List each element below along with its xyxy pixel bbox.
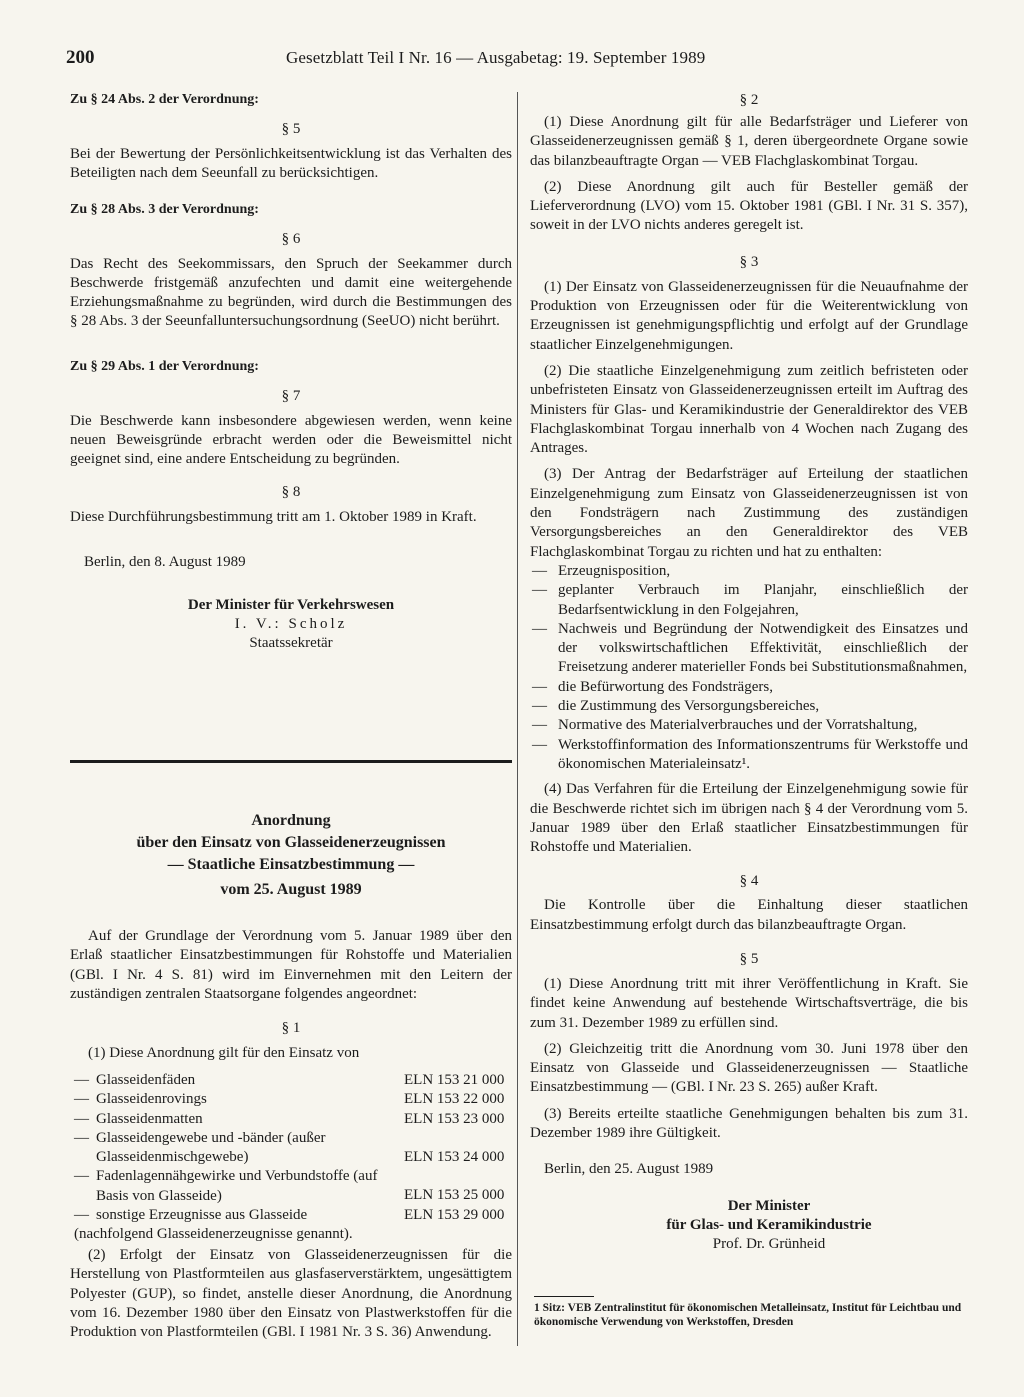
place-date: Berlin, den 8. August 1989 xyxy=(84,553,246,570)
eln-note-text: (nachfolgend Glasseidenerzeugnisse genannt). xyxy=(74,1226,353,1243)
eln-item-name: Glasseidenrovings xyxy=(96,1091,207,1108)
eln-code: ELN 153 29 000 xyxy=(404,1207,505,1224)
list-item: — Nachweis und Begründung der Notwendigkeit des Einsatzes und der volkswirtschaftlichen Effektivität, einschließlich der Freisetzung anderer materieller Fonds bei Substitutionsmaßnahmen, xyxy=(532,620,968,676)
eln-code: ELN 153 25 000 xyxy=(404,1187,505,1204)
page-number: 200 xyxy=(66,47,95,68)
eln-row: — Glasseidengewebe und -bänder (außer Glasseidenmischgewebe) ELN 153 24 000 xyxy=(74,1129,514,1168)
paragraph: Die Beschwerde kann insbesondere abgewiesen werden, wenn keine neuen Beweisgründe erbracht werden oder die Beweismittel nicht geeignet sind, eine andere Entscheidung zu begründen. xyxy=(70,412,512,468)
signature-name: I. V.: Scholz xyxy=(234,616,348,633)
document-subtitle-2: — Staatliche Einsatzbestimmung — xyxy=(167,856,415,873)
left-column-end xyxy=(70,1246,512,1342)
signature-name: Prof. Dr. Grünheid xyxy=(712,1235,826,1252)
section-heading: § 6 xyxy=(281,230,301,247)
column-divider xyxy=(517,92,518,1346)
list-item: — Erzeugnisposition, xyxy=(532,562,671,579)
left-column-lower xyxy=(70,810,512,1063)
left-column-upper xyxy=(70,92,512,653)
section-heading: § 8 xyxy=(281,483,301,500)
document-date: vom 25. August 1989 xyxy=(220,881,362,898)
signature-title-2: für Glas- und Keramikindustrie xyxy=(666,1216,872,1233)
eln-row: — Glasseidenrovings ELN 153 22 000 xyxy=(74,1090,514,1109)
paragraph: (4) Das Verfahren für die Erteilung der Einzelgenehmigung sowie für die Beschwerde richtet sich im übrigen nach § 4 der Verordnung vom 5. Januar 1989 über den Erlaß staatlicher Einsatzbestimmungen für Rohstoffe und Materialien. xyxy=(530,781,968,856)
page-header xyxy=(66,47,956,75)
place-date: Berlin, den 25. August 1989 xyxy=(544,1161,714,1178)
paragraph: (3) Der Antrag der Bedarfsträger auf Erteilung der staatlichen Einzelgenehmigung zum Einsatz von Glasseidenerzeugnissen ist von den Fondsträgern nach Zustimmung des zuständigen Versorgungsbereiches an den Generaldirektor des VEB Flachglaskombinat Torgau zu richten und hat zu enthalten: xyxy=(530,466,968,560)
document-title: Anordnung xyxy=(251,812,331,829)
eln-row: — Glasseidenmatten ELN 153 23 000 xyxy=(74,1110,514,1129)
paragraph: (2) Die staatliche Einzelgenehmigung zum zeitlich befristeten oder unbefristeten Einsatz von Glasseidenerzeugnissen erteilt im Auftrag des Ministers für Glas- und Keramikindustrie der Generaldirektor des VEB Flachglaskombinat Torgau innerhalb von 4 Wochen nach Zugang des Antrages. xyxy=(530,362,968,457)
eln-code: ELN 153 24 000 xyxy=(404,1148,505,1165)
signature-title: Der Minister xyxy=(727,1197,811,1214)
footnote-rule xyxy=(534,1296,594,1297)
paragraph: (2) Erfolgt der Einsatz von Glasseidenerzeugnissen für die Herstellung von Plastformteilen aus glasfaserverstärktem, ungesättigtem Polyester (GUP), so findet, anstelle dieser Anordnung, die Anordnung vom 16. Dezember 1980 über den Einsatz von Plastwerkstoffen für die Produktion von Plastformteilen (GBl. I 1981 Nr. 3 S. 36) Anwendung. xyxy=(70,1247,512,1341)
paragraph: (2) Gleichzeitig tritt die Anordnung vom 30. Juni 1978 über den Einsatz von Glasseide und Glasseidenerzeugnissen — Staatliche Einsatzbestimmung — (GBl. I Nr. 23 S. 265) außer Kraft. xyxy=(530,1040,968,1096)
section-heading: § 3 xyxy=(739,253,759,270)
footnote: 1 Sitz: VEB Zentralinstitut für ökonomischen Metalleinsatz, Institut für Leichtbau und ökonomische Verwendung von Werkstoffen, Dresden xyxy=(534,1302,962,1328)
section-heading: § 2 xyxy=(739,92,759,108)
paragraph: (1) Diese Anordnung gilt für alle Bedarfsträger und Lieferer von Glasseidenerzeugnissen gemäß § 1, deren übergeordnete Organe sowie das bilanzbeauftragte Organ — VEB Flachglaskombinat Torgau. xyxy=(530,114,968,169)
eln-row: — Glasseidenfäden ELN 153 21 000 xyxy=(74,1071,514,1090)
paragraph: (1) Diese Anordnung tritt mit ihrer Veröffentlichung in Kraft. Sie findet keine Anwendung auf bestehende Wirtschaftsverträge, die bis zum 31. Dezember 1989 zu erfüllen sind. xyxy=(530,975,968,1031)
eln-row: — sonstige Erzeugnisse aus Glasseide ELN 153 29 000 xyxy=(74,1206,514,1225)
paragraph: (1) Der Einsatz von Glasseidenerzeugnissen für die Neuaufnahme der Produktion von Erzeugnissen oder für die Weiterentwicklung von Erzeugnissen ist genehmigungspflichtig und erfolgt auf der Grundlage staatlicher Einzelgenehmigungen. xyxy=(530,278,968,353)
list-item: — Werkstoffinformation des Informationszentrums für Werkstoffe und ökonomischen Materialeinsatz¹. xyxy=(532,736,968,772)
paragraph: Die Kontrolle über die Einhaltung dieser staatlichen Einsatzbestimmung erfolgt durch das bilanzbeauftragte Organ. xyxy=(530,897,968,933)
signature-title: Der Minister für Verkehrswesen xyxy=(187,597,395,614)
list-item: — die Zustimmung des Versorgungsbereiches, xyxy=(532,698,820,715)
eln-item-name: sonstige Erzeugnisse aus Glasseide xyxy=(96,1207,308,1224)
list-item: — Normative des Materialverbrauches und der Vorratshaltung, xyxy=(532,717,918,734)
paragraph: (1) Diese Anordnung gilt für den Einsatz von xyxy=(88,1045,360,1062)
eln-code: ELN 153 23 000 xyxy=(404,1110,505,1127)
eln-code: ELN 153 22 000 xyxy=(404,1091,505,1108)
eln-item-name: Glasseidenfäden xyxy=(96,1072,196,1088)
paragraph: (3) Bereits erteilte staatliche Genehmigungen behalten bis zum 31. Dezember 1989 ihre Gültigkeit. xyxy=(530,1105,968,1142)
reference-heading: Zu § 24 Abs. 2 der Verordnung: xyxy=(70,92,259,107)
reference-heading: Zu § 29 Abs. 1 der Verordnung: xyxy=(70,358,259,374)
signature-role: Staatssekretär xyxy=(249,635,333,652)
right-column xyxy=(530,92,968,1254)
paragraph: Bei der Bewertung der Persönlichkeitsentwicklung ist das Verhalten des Beteiligten nach dem Seeunfall zu berücksichtigen. xyxy=(70,146,512,182)
section-rule xyxy=(70,760,512,763)
eln-item-name: Glasseidenmatten xyxy=(96,1110,203,1127)
eln-item-name: Fadenlagennähgewirke und Verbundstoffe (auf Basis von Glasseide) xyxy=(96,1168,378,1204)
list-item: — die Befürwortung des Fondsträgers, xyxy=(532,678,773,695)
eln-note xyxy=(74,1225,514,1244)
section-heading: § 1 xyxy=(281,1020,301,1037)
eln-code: ELN 153 21 000 xyxy=(404,1072,505,1088)
paragraph: Diese Durchführungsbestimmung tritt am 1. Oktober 1989 in Kraft. xyxy=(70,508,477,525)
gazette-title: Gesetzblatt Teil I Nr. 16 — Ausgabetag: 19. September 1989 xyxy=(286,48,706,67)
list-item: — geplanter Verbrauch im Planjahr, einschließlich der Bedarfsentwicklung in den Folgejahren, xyxy=(532,582,968,618)
section-heading: § 7 xyxy=(281,387,301,404)
eln-item-name: Glasseidengewebe und -bänder (außer Glasseidenmischgewebe) xyxy=(96,1129,326,1166)
intro-paragraph: Auf der Grundlage der Verordnung vom 5. Januar 1989 über den Erlaß staatlicher Einsatzbestimmungen für Rohstoffe und Materialien (GBl. I Nr. 4 S. 81) wird im Einvernehmen mit den Leitern der zuständigen zentralen Staatsorgane folgendes angeordnet: xyxy=(70,928,512,1002)
eln-table xyxy=(74,1071,514,1245)
reference-heading: Zu § 28 Abs. 3 der Verordnung: xyxy=(70,201,259,217)
eln-row: — Fadenlagennähgewirke und Verbundstoffe (auf Basis von Glasseide) ELN 153 25 000 xyxy=(74,1167,514,1206)
section-heading: § 4 xyxy=(739,873,759,890)
paragraph: (2) Diese Anordnung gilt auch für Besteller gemäß der Lieferverordnung (LVO) vom 15. Oktober 1981 (GBl. I Nr. 31 S. 357), soweit in der LVO nichts anderes geregelt ist. xyxy=(530,178,968,234)
section-heading: § 5 xyxy=(739,950,759,967)
document-subtitle: über den Einsatz von Glasseidenerzeugnissen xyxy=(136,834,446,851)
section-heading: § 5 xyxy=(281,121,301,137)
paragraph: Das Recht des Seekommissars, den Spruch der Seekammer durch Beschwerde fristgemäß anzufechten und damit eine weitergehende Erziehungsmaßnahme zu begründen, wird durch die Bestimmungen des § 28 Abs. 3 der Seeunfalluntersuchungsordnung (SeeUO) nicht berührt. xyxy=(70,255,512,330)
